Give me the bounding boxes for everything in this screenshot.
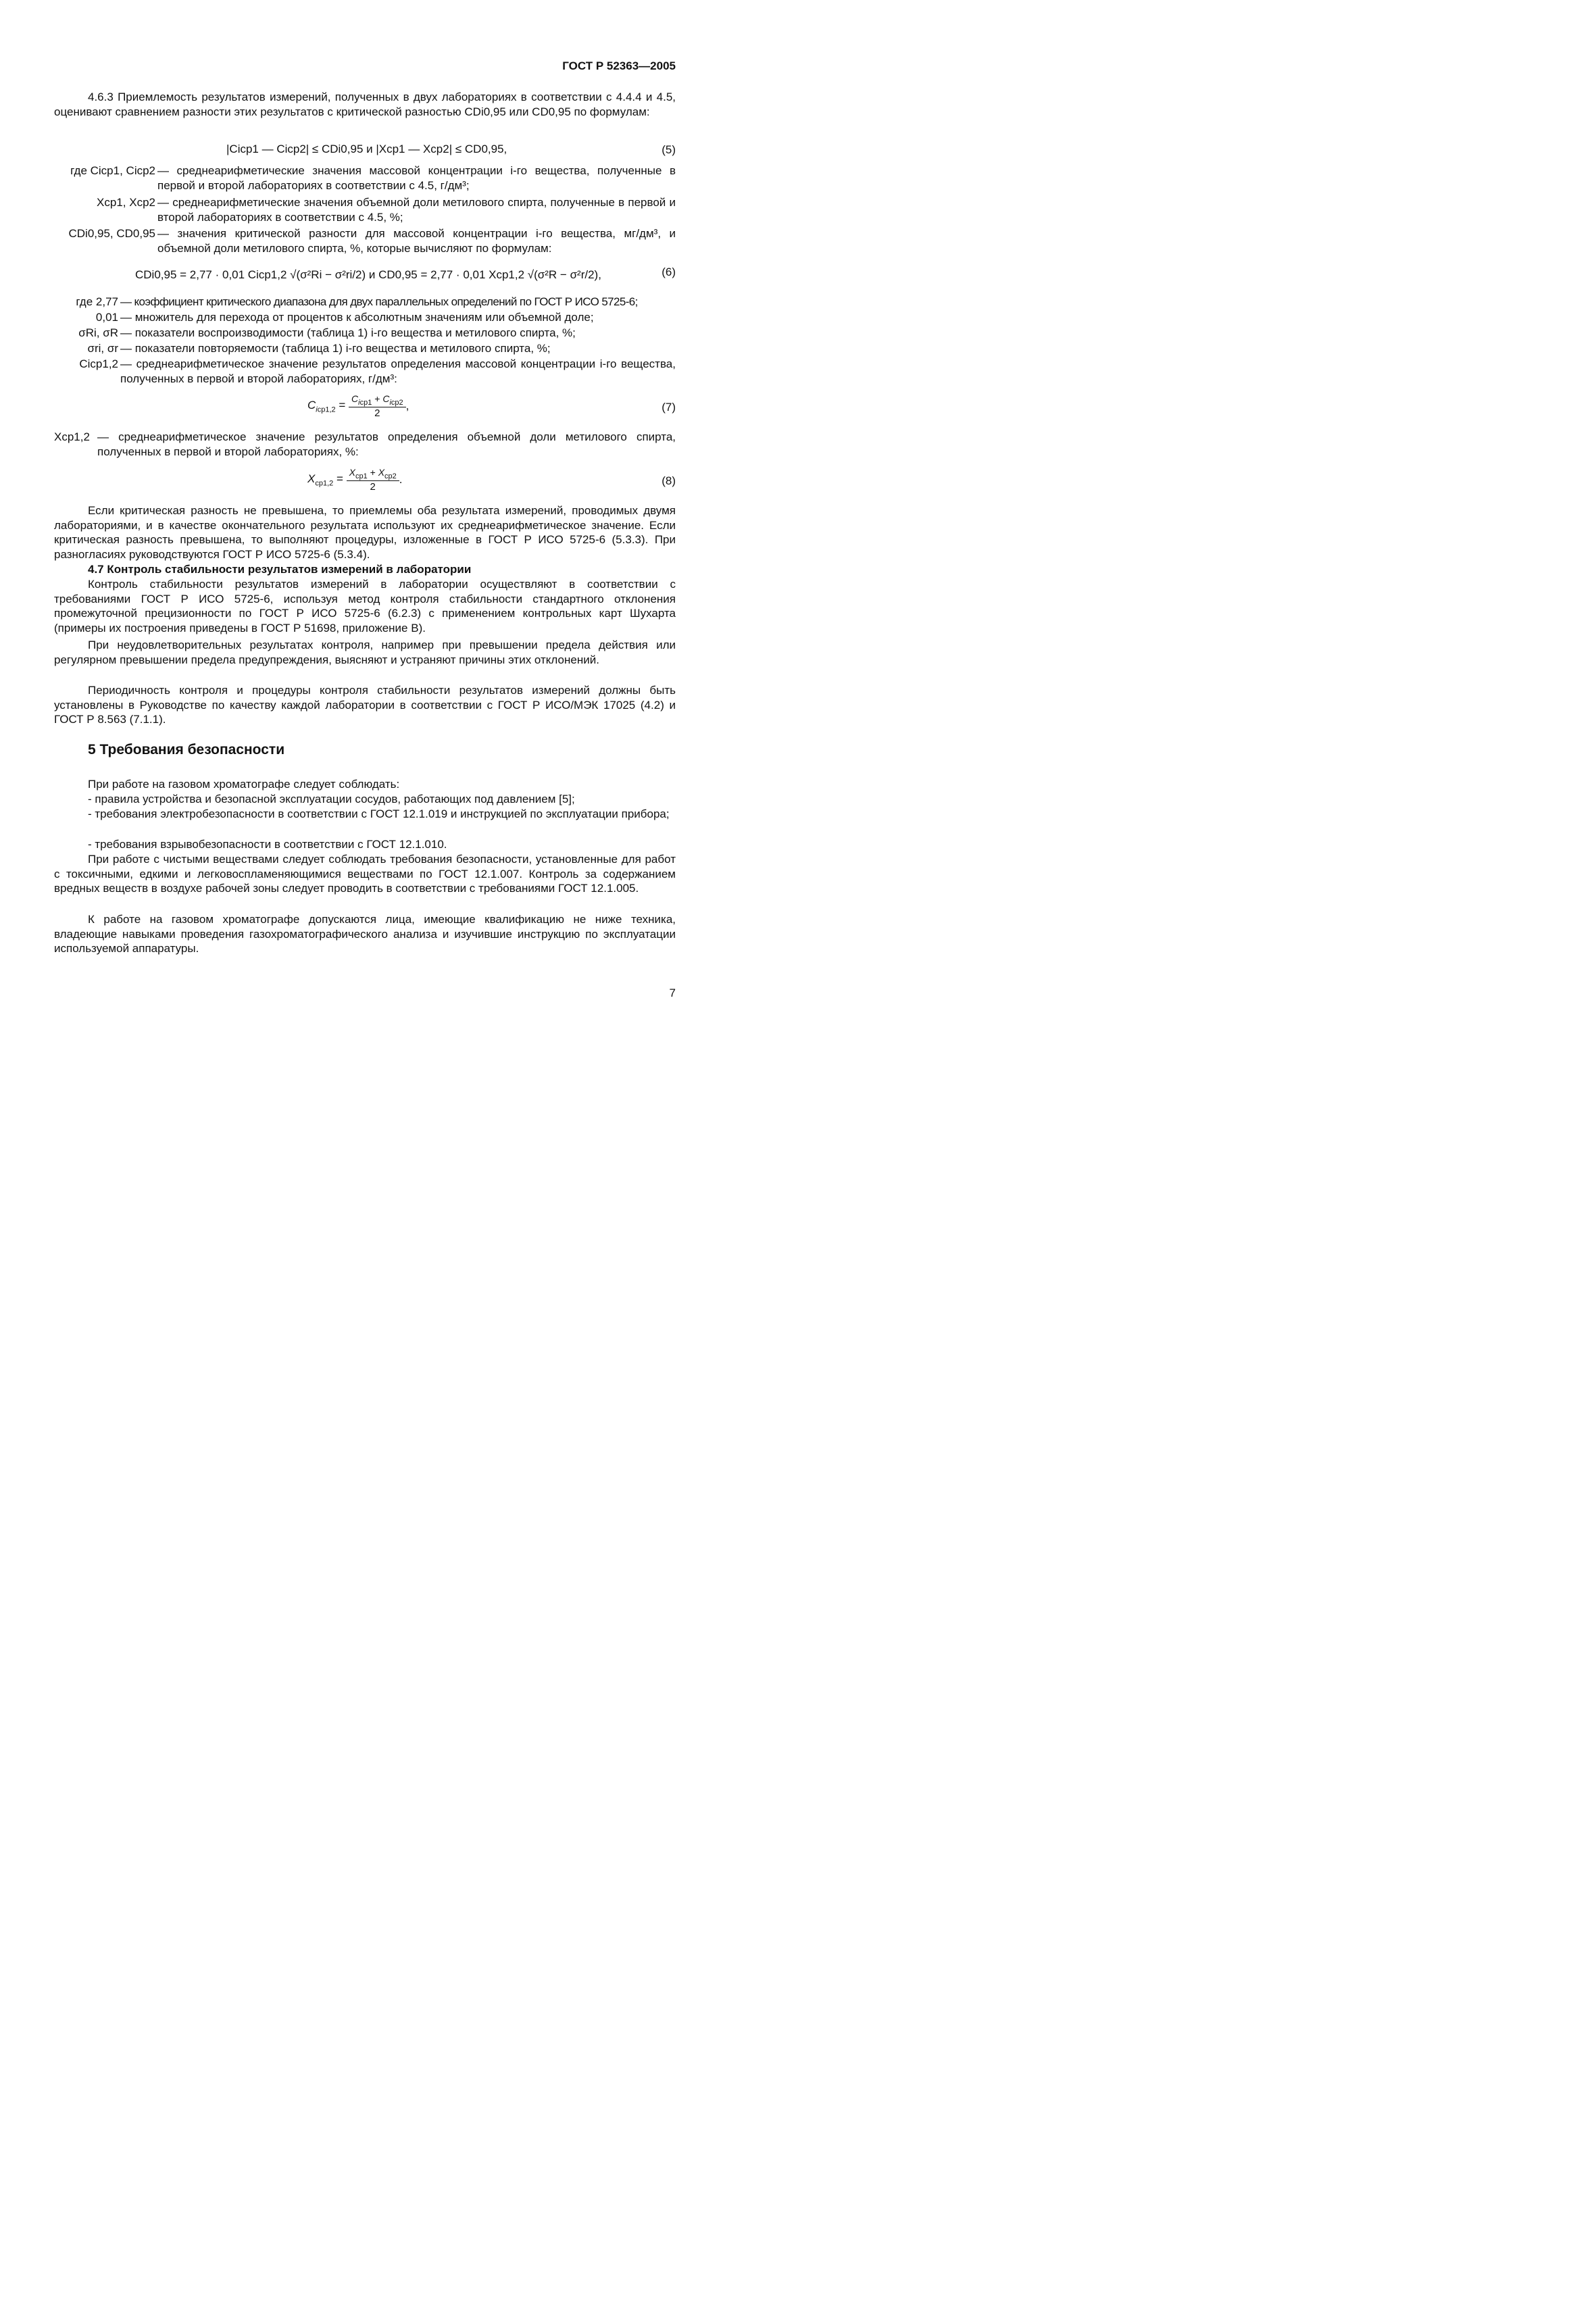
bullet-item: - требования взрывобезопасности в соответствии с ГОСТ 12.1.010. bbox=[88, 838, 447, 851]
paragraph-critical-difference: Если критическая разность не превышена, то приемлемы оба результата измерений, проводимых двумя лабораториями, и в качестве окончательного результата используют их среднеарифметическое значение. Если критическая разность превышена, то выполняют процедуры, изложенные в ГОСТ Р ИСО 5725-6 (5.3.3). При разногласиях руководствуются ГОСТ Р ИСО 5725-6 (5.3.4). bbox=[54, 504, 676, 561]
equation-number-5: (5) bbox=[662, 143, 676, 156]
definition-row bbox=[54, 195, 676, 225]
paragraph-4-6-3: 4.6.3 Приемлемость результатов измерений, полученных в двух лабораториях в соответствии с 4.4.4 и 4.5, оценивают сравнением разности этих результатов с критической разностью CDi0,95 или CD0,95 по формулам: bbox=[54, 91, 676, 118]
definition-row bbox=[54, 226, 676, 256]
section-5-heading: 5 Требования безопасности bbox=[88, 742, 285, 757]
formula-8: $X_{ср1,2}$ = $\frac{X_{ср1} + X_{ср2}}{2}$ . bbox=[307, 467, 403, 493]
definition-text: — среднеарифметические значения массовой концентрации i-го вещества, полученные в первой и второй лабораториях в соответствии с 4.5, г/дм³; bbox=[157, 164, 676, 192]
definition-symbol: CDi0,95, CD0,95 bbox=[68, 227, 155, 240]
document-code-header: ГОСТ Р 52363—2005 bbox=[562, 59, 676, 72]
bullet-item: - требования электробезопасности в соответствии с ГОСТ 12.1.019 и инструкцией по эксплуатации прибора; bbox=[88, 807, 670, 820]
definition-text: — среднеарифметическое значение результатов определения массовой концентрации i-го вещества, полученных в первой и второй лабораториях, г/дм³: bbox=[120, 357, 676, 385]
equation-number-6: (6) bbox=[662, 266, 676, 278]
bullet-item: - правила устройства и безопасной эксплуатации сосудов, работающих под давлением [5]; bbox=[88, 793, 575, 805]
formula-5: |Cicp1 — Cicp2| ≤ CDi0,95 и |Xcp1 — Xcp2| ≤ CD0,95, bbox=[226, 143, 507, 155]
definition-symbol: где 2,77 bbox=[76, 295, 118, 308]
definition-row bbox=[54, 295, 676, 309]
definition-row bbox=[54, 326, 676, 341]
document-page bbox=[0, 0, 730, 1032]
definition-symbol: 0,01 bbox=[95, 311, 118, 324]
equation-number-8: (8) bbox=[662, 474, 676, 487]
paragraph-4-7-1: Контроль стабильности результатов измерений в лаборатории осуществляют в соответствии с требованиями ГОСТ Р ИСО 5725-6, используя метод контроля стабильности стандартного отклонения промежуточной прецизионности по ГОСТ Р ИСО 5725-6 (6.2.3) с применением контрольных карт Шухарта (примеры их построения приведены в ГОСТ Р 51698, приложение В). bbox=[54, 578, 676, 634]
definition-text: — показатели повторяемости (таблица 1) i-го вещества и метилового спирта, %; bbox=[120, 342, 551, 355]
definition-text: — множитель для перехода от процентов к абсолютным значениям или объемной доле; bbox=[120, 311, 594, 324]
definition-symbol: σRi, σR bbox=[78, 326, 118, 339]
definition-symbol: где Cicp1, Cicp2 bbox=[70, 164, 155, 177]
definition-row bbox=[54, 430, 676, 459]
definition-text: — среднеарифметические значения объемной доли метилового спирта, полученные в первой и второй лабораториях в соответствии с 4.5, %; bbox=[157, 196, 676, 224]
section-4-7-heading: 4.7 Контроль стабильности результатов измерений в лаборатории bbox=[88, 563, 472, 576]
paragraph-4-7-2: При неудовлетворительных результатах контроля, например при превышении предела действия или регулярном превышении предела предупреждения, выясняют и устраняют причины этих отклонений. bbox=[54, 639, 676, 666]
definition-row bbox=[54, 357, 676, 387]
definition-symbol: Cicp1,2 bbox=[79, 357, 118, 370]
paragraph-4-7-3: Периодичность контроля и процедуры контроля стабильности результатов измерений должны быть установлены в Руководстве по качеству каждой лаборатории в соответствии с ГОСТ Р ИСО/МЭК 17025 (4.2) и ГОСТ Р 8.563 (7.1.1). bbox=[54, 684, 676, 726]
definition-text: — показатели воспроизводимости (таблица 1) i-го вещества и метилового спирта, %; bbox=[120, 326, 576, 339]
definition-row bbox=[54, 310, 676, 325]
formula-6: CDi0,95 = 2,77 · 0,01 Cicp1,2 √(σ²Ri − σ²ri/2) и CD0,95 = 2,77 · 0,01 Xcp1,2 √(σ²R − σ²r/2), bbox=[135, 268, 601, 281]
paragraph-5-1: При работе с чистыми веществами следует соблюдать требования безопасности, установленные для работ с токсичными, едкими и легковоспламеняющимися веществами по ГОСТ 12.1.007. Контроль за содержанием вредных веществ в воздухе рабочей зоны следует проводить в соответствии с требованиями ГОСТ 12.1.005. bbox=[54, 853, 676, 895]
definition-text: — значения критической разности для массовой концентрации i-го вещества, мг/дм³, и объемной доли метилового спирта, %, которые вычисляют по формулам: bbox=[157, 227, 676, 255]
equation-number-7: (7) bbox=[662, 401, 676, 414]
paragraph-5-intro: При работе на газовом хроматографе следует соблюдать: bbox=[88, 778, 400, 791]
paragraph-5-2: К работе на газовом хроматографе допускаются лица, имеющие квалификацию не ниже техника, владеющие навыками проведения газохроматографического анализа и изучившие инструкцию по эксплуатации используемой аппаратуры. bbox=[54, 913, 676, 955]
definition-symbol: Xcp1,2 bbox=[54, 430, 90, 443]
definition-text: — среднеарифметическое значение результатов определения объемной доли метилового спирта, полученных в первой и второй лабораториях, %: bbox=[97, 430, 676, 458]
definition-row bbox=[54, 164, 676, 193]
formula-7: $C_{iср1,2}$ = $\frac{C_{iср1} + C_{iср2}}{2}$ , bbox=[307, 393, 409, 419]
page-number: 7 bbox=[669, 987, 676, 999]
definition-symbol: Xcp1, Xcp2 bbox=[97, 196, 155, 209]
definition-text: — коэффициент критического диапазона для двух параллельных определений по ГОСТ Р ИСО 5725-6; bbox=[120, 295, 638, 308]
definition-symbol: σri, σr bbox=[87, 342, 118, 355]
definition-row bbox=[54, 341, 676, 356]
